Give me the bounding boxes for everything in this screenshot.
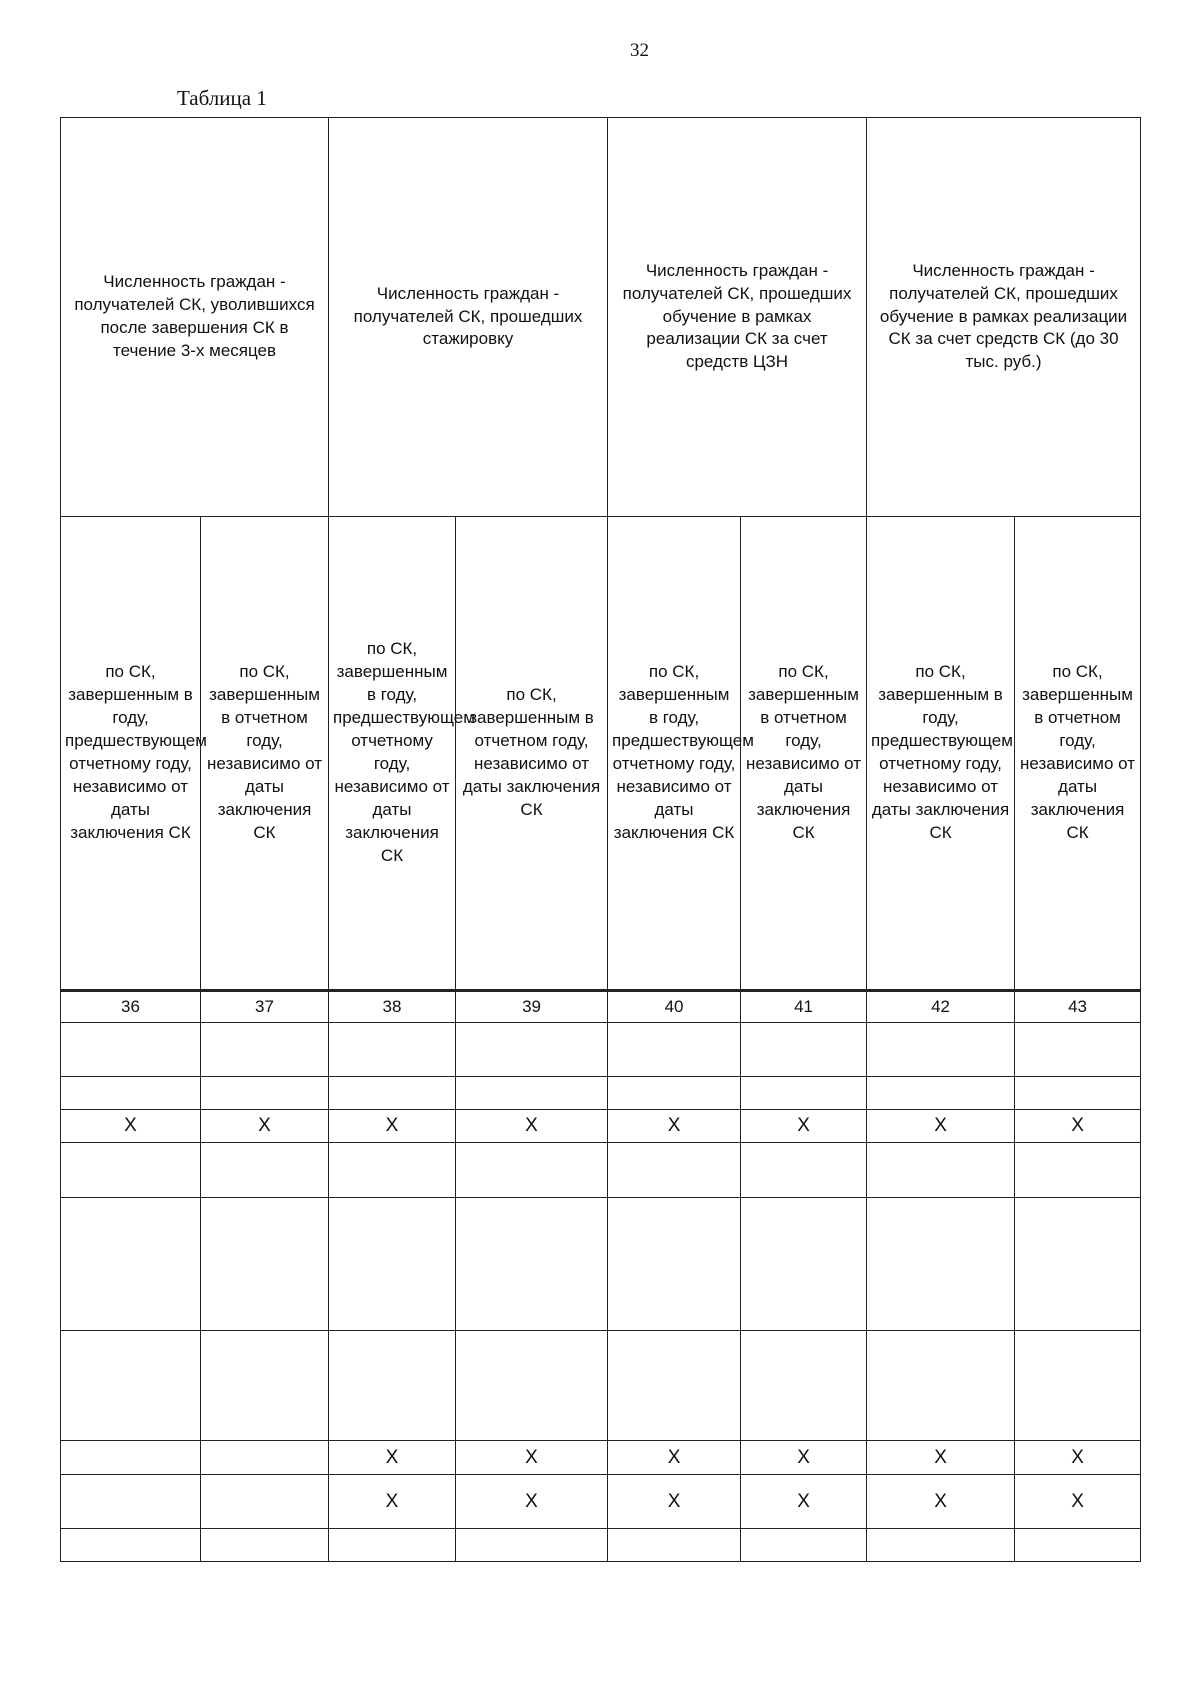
table-cell (741, 1023, 867, 1077)
column-number: 43 (1015, 991, 1141, 1023)
table-cell (329, 1529, 456, 1562)
column-number: 38 (329, 991, 456, 1023)
table-cell: X (741, 1475, 867, 1529)
group-header-row (61, 118, 1141, 517)
table-row (61, 1441, 1141, 1475)
table-cell (608, 1198, 741, 1331)
table-cell (741, 1143, 867, 1198)
table-cell (456, 1198, 608, 1331)
table-cell (201, 1475, 329, 1529)
table-row (61, 1475, 1141, 1529)
table-cell (867, 1331, 1015, 1441)
table-cell (201, 1143, 329, 1198)
group-header-label: Численность граждан - получателей СК, прошедших стажировку (353, 283, 583, 349)
table-row (61, 1077, 1141, 1110)
table-cell (201, 1198, 329, 1331)
table-cell (741, 1331, 867, 1441)
column-number-row (61, 991, 1141, 1023)
table-cell: X (867, 1110, 1015, 1143)
table-row (61, 1198, 1141, 1331)
table-cell (61, 1529, 201, 1562)
subheader-cell (61, 517, 207, 991)
table-cell (201, 1331, 329, 1441)
subheader-label: по СК, завершенным в отчетном году, независимо от даты заключения СК (1020, 662, 1136, 842)
table-cell: X (456, 1441, 608, 1475)
table-cell (867, 1198, 1015, 1331)
table-cell (456, 1529, 608, 1562)
table-cell (329, 1077, 456, 1110)
table-cell (741, 1198, 867, 1331)
subheader-cell (608, 517, 754, 991)
table-cell (608, 1143, 741, 1198)
table-cell: X (608, 1441, 741, 1475)
table-cell (61, 1441, 201, 1475)
column-number: 40 (608, 991, 741, 1023)
subheader-label: по СК, завершенным в отчетном году, независимо от даты заключения СК (462, 685, 601, 819)
table-cell: X (867, 1441, 1015, 1475)
table-cell (456, 1143, 608, 1198)
subheader-label: по СК, завершенным в отчетном году, независимо от даты заключения СК (207, 662, 322, 842)
table-cell (608, 1331, 741, 1441)
table-cell: X (456, 1110, 608, 1143)
table-cell (1015, 1023, 1141, 1077)
group-header-label: Численность граждан - получателей СК, уволившихся после завершения СК в течение 3-х месяцев (74, 272, 315, 360)
table-row (61, 1143, 1141, 1198)
table-cell (867, 1023, 1015, 1077)
table-cell (1015, 1331, 1141, 1441)
table-cell: X (329, 1110, 456, 1143)
subheader-label: по СК, завершенным в году, предшествующем отчетному году, независимо от даты заключения СК (333, 639, 475, 865)
table-cell (61, 1077, 201, 1110)
table-cell (867, 1077, 1015, 1110)
table-cell (61, 1143, 201, 1198)
table-cell (456, 1331, 608, 1441)
table-cell (61, 1331, 201, 1441)
table-cell (61, 1023, 201, 1077)
subheader-label: по СК, завершенным в году, предшествующем отчетному году, независимо от даты заключения СК (65, 662, 207, 842)
table-cell: X (1015, 1441, 1141, 1475)
group-header-label: Численность граждан - получателей СК, прошедших обучение в рамках реализации СК за счет средств СК (до 30 тыс. руб.) (879, 260, 1128, 372)
table-cell (741, 1529, 867, 1562)
group-header-cell (608, 118, 867, 517)
table-cell: X (201, 1110, 329, 1143)
subheader-cell (201, 517, 329, 991)
report-table (60, 117, 1141, 1562)
table-cell (608, 1023, 741, 1077)
table-body (61, 1023, 1141, 1562)
column-number: 36 (61, 991, 201, 1023)
column-number: 39 (456, 991, 608, 1023)
table-cell (201, 1529, 329, 1562)
table-cell: X (867, 1475, 1015, 1529)
subheader-cell (867, 517, 1015, 991)
table-cell: X (329, 1475, 456, 1529)
group-header-label: Численность граждан - получателей СК, прошедших обучение в рамках реализации СК за счет средств ЦЗН (622, 260, 852, 372)
table-cell (456, 1023, 608, 1077)
table-cell (329, 1331, 456, 1441)
column-number: 41 (741, 991, 867, 1023)
table-cell (1015, 1529, 1141, 1562)
table-cell (329, 1143, 456, 1198)
table-cell (61, 1198, 201, 1331)
table-row (61, 1110, 1141, 1143)
table-cell: X (1015, 1110, 1141, 1143)
table-cell (61, 1475, 201, 1529)
table-cell: X (608, 1475, 741, 1529)
subheader-label: по СК, завершенным в году, предшествующем отчетному году, независимо от даты заключения СК (871, 662, 1013, 842)
table-caption: Таблица 1 (177, 86, 267, 110)
subheader-label: по СК, завершенным в отчетном году, независимо от даты заключения СК (746, 662, 862, 842)
table-cell (867, 1529, 1015, 1562)
table-row (61, 1023, 1141, 1077)
table-cell (1015, 1077, 1141, 1110)
group-header-cell (61, 118, 329, 517)
subheader-cell (741, 517, 867, 991)
group-header-cell (867, 118, 1141, 517)
table-cell: X (741, 1441, 867, 1475)
subheader-row (61, 517, 1141, 991)
table-cell: X (608, 1110, 741, 1143)
table-cell: X (1015, 1475, 1141, 1529)
table-cell (867, 1143, 1015, 1198)
subheader-cell (456, 517, 608, 991)
table-cell: X (61, 1110, 201, 1143)
table-cell: X (741, 1110, 867, 1143)
table-row (61, 1529, 1141, 1562)
table-cell (608, 1077, 741, 1110)
table-cell (456, 1077, 608, 1110)
table-cell (201, 1441, 329, 1475)
table-cell: X (329, 1441, 456, 1475)
subheader-cell (329, 517, 475, 991)
table-cell (329, 1023, 456, 1077)
subheader-label: по СК, завершенным в году, предшествующем отчетному году, независимо от даты заключения СК (612, 662, 754, 842)
column-number: 37 (201, 991, 329, 1023)
subheader-cell (1015, 517, 1141, 991)
table-row (61, 1331, 1141, 1441)
table-cell (329, 1198, 456, 1331)
column-number: 42 (867, 991, 1015, 1023)
table-cell (1015, 1143, 1141, 1198)
table-cell (201, 1023, 329, 1077)
table-cell (741, 1077, 867, 1110)
table-cell: X (456, 1475, 608, 1529)
page-number: 32 (630, 40, 649, 61)
group-header-cell (329, 118, 608, 517)
table-cell (1015, 1198, 1141, 1331)
table-cell (608, 1529, 741, 1562)
table-cell (201, 1077, 329, 1110)
